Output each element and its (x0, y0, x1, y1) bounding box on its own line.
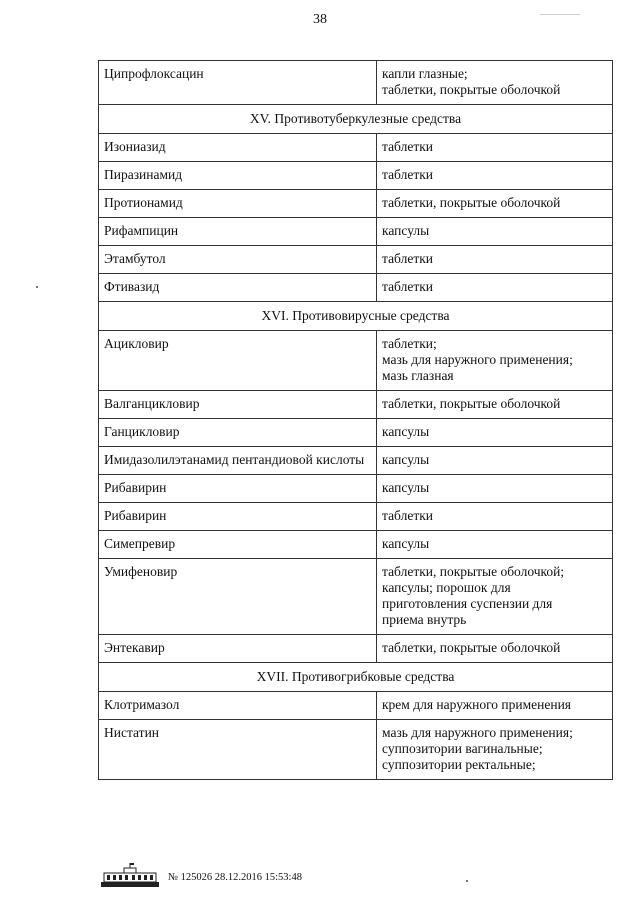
table-row (99, 190, 613, 218)
dosage-form-cell (377, 692, 613, 720)
scan-speck (540, 14, 580, 15)
dosage-form-line: мазь для наружного применения; (382, 352, 573, 367)
document-footer (100, 862, 302, 888)
drug-name-cell: Валганцикловир (99, 391, 377, 419)
table-row (99, 331, 613, 391)
dosage-form-cell (377, 218, 613, 246)
dosage-form-cell (377, 531, 613, 559)
medicines-table (98, 60, 613, 780)
dosage-form-line: таблетки (382, 167, 434, 182)
dosage-form-line: крем для наружного применения (382, 697, 572, 712)
dosage-form-line: таблетки (382, 508, 434, 523)
drug-name-cell: Ганцикловир (99, 419, 377, 447)
page-number: 38 (313, 12, 327, 27)
table-row (99, 274, 613, 302)
dosage-form-line: мазь для наружного применения; (382, 725, 573, 740)
section-header-row (99, 302, 613, 331)
table-row (99, 391, 613, 419)
drug-name-cell: Симепревир (99, 531, 377, 559)
government-building-logo-icon (100, 862, 160, 888)
section-header-row (99, 663, 613, 692)
dosage-form-line: таблетки, покрытые оболочкой (382, 195, 561, 210)
dosage-form-cell (377, 391, 613, 419)
table-row (99, 447, 613, 475)
dosage-form-cell (377, 61, 613, 105)
section-title: XV. Противотуберкулезные средства (99, 105, 613, 134)
section-title: XVII. Противогрибковые средства (99, 663, 613, 692)
dosage-form-line: приготовления суспензии для (382, 596, 553, 611)
drug-name-cell: Этамбутол (99, 246, 377, 274)
drug-name-cell: Фтивазид (99, 274, 377, 302)
dosage-form-line: суппозитории вагинальные; (382, 741, 543, 756)
section-title: XVI. Противовирусные средства (99, 302, 613, 331)
dosage-form-cell (377, 720, 613, 780)
medicines-table-body (99, 61, 613, 780)
table-row (99, 218, 613, 246)
document-id-stamp: № 125026 28.12.2016 15:53:48 (168, 872, 302, 883)
dosage-form-line: капсулы (382, 452, 430, 467)
dosage-form-cell (377, 134, 613, 162)
dosage-form-cell (377, 447, 613, 475)
dosage-form-line: суппозитории ректальные; (382, 757, 536, 772)
dosage-form-line: таблетки; (382, 336, 437, 351)
table-row (99, 720, 613, 780)
dosage-form-line: таблетки (382, 139, 434, 154)
dosage-form-cell (377, 475, 613, 503)
dosage-form-line: капсулы; порошок для (382, 580, 511, 595)
scan-speck (36, 286, 38, 288)
dosage-form-cell (377, 246, 613, 274)
table-row (99, 134, 613, 162)
dosage-form-line: капсулы (382, 424, 430, 439)
drug-name-cell: Энтекавир (99, 635, 377, 663)
table-row (99, 531, 613, 559)
table-row (99, 475, 613, 503)
drug-name-cell: Клотримазол (99, 692, 377, 720)
dosage-form-cell (377, 503, 613, 531)
table-row (99, 559, 613, 635)
dosage-form-cell (377, 190, 613, 218)
dosage-form-line: приема внутрь (382, 612, 467, 627)
section-header-row (99, 105, 613, 134)
drug-name-cell: Рибавирин (99, 503, 377, 531)
table-row (99, 635, 613, 663)
table-row (99, 692, 613, 720)
dosage-form-cell (377, 331, 613, 391)
table-row (99, 503, 613, 531)
drug-name-cell: Протионамид (99, 190, 377, 218)
drug-name-cell: Ацикловир (99, 331, 377, 391)
table-row (99, 61, 613, 105)
dosage-form-cell (377, 162, 613, 190)
dosage-form-line: таблетки, покрытые оболочкой; (382, 564, 565, 579)
dosage-form-line: капсулы (382, 536, 430, 551)
dosage-form-line: капсулы (382, 223, 430, 238)
drug-name-cell: Ципрофлоксацин (99, 61, 377, 105)
table-row (99, 419, 613, 447)
dosage-form-cell (377, 635, 613, 663)
dosage-form-line: таблетки, покрытые оболочкой (382, 640, 561, 655)
dosage-form-line: капли глазные; (382, 66, 468, 81)
drug-name-cell: Нистатин (99, 720, 377, 780)
dosage-form-line: мазь глазная (382, 368, 454, 383)
drug-name-cell: Пиразинамид (99, 162, 377, 190)
table-row (99, 162, 613, 190)
scan-speck (466, 880, 468, 882)
drug-name-cell: Изониазид (99, 134, 377, 162)
dosage-form-line: таблетки, покрытые оболочкой (382, 396, 561, 411)
dosage-form-cell (377, 274, 613, 302)
dosage-form-cell (377, 419, 613, 447)
table-row (99, 246, 613, 274)
dosage-form-line: капсулы (382, 480, 430, 495)
drug-name-cell: Рибавирин (99, 475, 377, 503)
dosage-form-line: таблетки (382, 279, 434, 294)
dosage-form-line: таблетки (382, 251, 434, 266)
drug-name-cell: Умифеновир (99, 559, 377, 635)
dosage-form-line: таблетки, покрытые оболочкой (382, 82, 561, 97)
drug-name-cell: Имидазолилэтанамид пентандиовой кислоты (99, 447, 377, 475)
dosage-form-cell (377, 559, 613, 635)
drug-name-cell: Рифампицин (99, 218, 377, 246)
